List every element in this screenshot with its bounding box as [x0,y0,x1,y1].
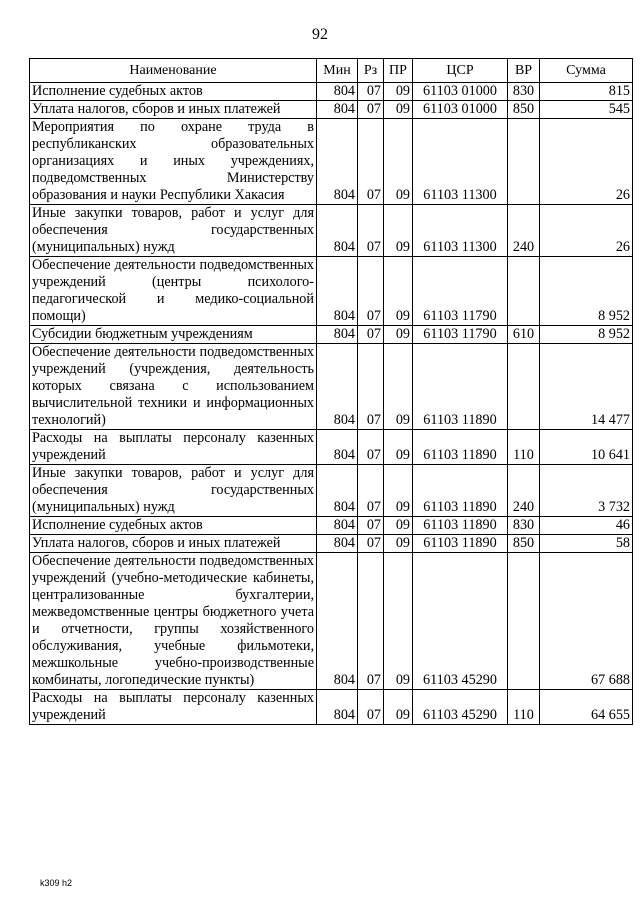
table-row [30,344,633,430]
row-min: 804 [317,344,358,430]
table-row [30,465,633,517]
row-pr: 09 [384,690,413,725]
row-min: 804 [317,690,358,725]
row-vr: 110 [508,690,540,725]
row-rz: 07 [358,326,384,344]
row-rz: 07 [358,83,384,101]
row-vr: 830 [508,517,540,535]
row-rz: 07 [358,101,384,119]
row-min: 804 [317,517,358,535]
page-number: 92 [312,26,328,43]
row-pr: 09 [384,517,413,535]
row-vr [508,119,540,205]
row-vr: 240 [508,205,540,257]
row-vr: 850 [508,101,540,119]
row-sum: 26 [540,119,633,205]
row-min: 804 [317,119,358,205]
budget-table [29,58,633,725]
row-csr: 61103 11790 [413,326,508,344]
table-row [30,517,633,535]
table-header-row [30,59,633,83]
row-sum: 10 641 [540,430,633,465]
row-sum: 67 688 [540,553,633,690]
table-row [30,119,633,205]
row-name: Исполнение судебных актов [30,517,317,535]
header-min: Мин [317,59,358,83]
row-rz: 07 [358,430,384,465]
row-min: 804 [317,553,358,690]
row-pr: 09 [384,326,413,344]
row-csr: 61103 11890 [413,344,508,430]
row-csr: 61103 01000 [413,101,508,119]
row-pr: 09 [384,119,413,205]
row-sum: 58 [540,535,633,553]
table-row [30,83,633,101]
row-min: 804 [317,535,358,553]
row-name: Субсидии бюджетным учреждениям [30,326,317,344]
row-min: 804 [317,430,358,465]
row-rz: 07 [358,257,384,326]
row-csr: 61103 11890 [413,517,508,535]
row-min: 804 [317,101,358,119]
row-min: 804 [317,326,358,344]
row-name: Мероприятия по охране труда в республиканских образовательных организациях и иных учреждениях, подведомственных Министерству образования и науки Республики Хакасия [30,119,317,205]
row-csr: 61103 11890 [413,465,508,517]
header-name: Наименование [30,59,317,83]
row-name: Иные закупки товаров, работ и услуг для обеспечения государственных (муниципальных) нужд [30,465,317,517]
row-vr: 830 [508,83,540,101]
row-sum: 26 [540,205,633,257]
row-vr: 110 [508,430,540,465]
row-rz: 07 [358,517,384,535]
table-row [30,430,633,465]
row-pr: 09 [384,83,413,101]
row-pr: 09 [384,535,413,553]
row-csr: 61103 45290 [413,690,508,725]
row-min: 804 [317,83,358,101]
row-csr: 61103 01000 [413,83,508,101]
table-row [30,553,633,690]
row-pr: 09 [384,553,413,690]
table-row [30,690,633,725]
row-sum: 14 477 [540,344,633,430]
row-min: 804 [317,205,358,257]
row-name: Расходы на выплаты персоналу казенных учреждений [30,430,317,465]
row-name: Расходы на выплаты персоналу казенных учреждений [30,690,317,725]
header-sum: Сумма [540,59,633,83]
row-sum: 545 [540,101,633,119]
row-name: Обеспечение деятельности подведомственных учреждений (учебно-методические кабинеты, централизованные бухгалтерии, межведомственные центры бюджетного учета и отчетности, группы хозяйственного обслуживания, учебные фильмотеки, межшкольные учебно-производственные комбинаты, логопедические пункты) [30,553,317,690]
row-name: Обеспечение деятельности подведомственных учреждений (учреждения, деятельность которых связана с использованием вычислительной техники и информационных технологий) [30,344,317,430]
row-min: 804 [317,257,358,326]
row-csr: 61103 45290 [413,553,508,690]
footer-code: k309 h2 [40,878,73,888]
row-vr: 850 [508,535,540,553]
row-vr [508,553,540,690]
row-csr: 61103 11790 [413,257,508,326]
row-rz: 07 [358,553,384,690]
row-vr [508,257,540,326]
row-pr: 09 [384,465,413,517]
row-rz: 07 [358,205,384,257]
row-sum: 3 732 [540,465,633,517]
row-rz: 07 [358,690,384,725]
row-pr: 09 [384,101,413,119]
header-rz: Рз [358,59,384,83]
row-pr: 09 [384,344,413,430]
row-min: 804 [317,465,358,517]
row-rz: 07 [358,119,384,205]
table-row [30,205,633,257]
table-row [30,535,633,553]
header-vr: ВР [508,59,540,83]
header-pr: ПР [384,59,413,83]
row-rz: 07 [358,465,384,517]
row-pr: 09 [384,430,413,465]
row-name: Обеспечение деятельности подведомственных учреждений (центры психолого-педагогической и медико-социальной помощи) [30,257,317,326]
row-sum: 46 [540,517,633,535]
row-sum: 64 655 [540,690,633,725]
row-name: Иные закупки товаров, работ и услуг для обеспечения государственных (муниципальных) нужд [30,205,317,257]
row-csr: 61103 11890 [413,535,508,553]
row-name: Исполнение судебных актов [30,83,317,101]
row-csr: 61103 11890 [413,430,508,465]
row-sum: 8 952 [540,326,633,344]
row-pr: 09 [384,257,413,326]
header-csr: ЦСР [413,59,508,83]
row-sum: 815 [540,83,633,101]
row-vr: 240 [508,465,540,517]
row-name: Уплата налогов, сборов и иных платежей [30,101,317,119]
table-row [30,101,633,119]
row-name: Уплата налогов, сборов и иных платежей [30,535,317,553]
row-rz: 07 [358,535,384,553]
row-csr: 61103 11300 [413,119,508,205]
table-row [30,326,633,344]
table-row [30,257,633,326]
row-pr: 09 [384,205,413,257]
row-rz: 07 [358,344,384,430]
row-vr [508,344,540,430]
row-csr: 61103 11300 [413,205,508,257]
row-sum: 8 952 [540,257,633,326]
row-vr: 610 [508,326,540,344]
